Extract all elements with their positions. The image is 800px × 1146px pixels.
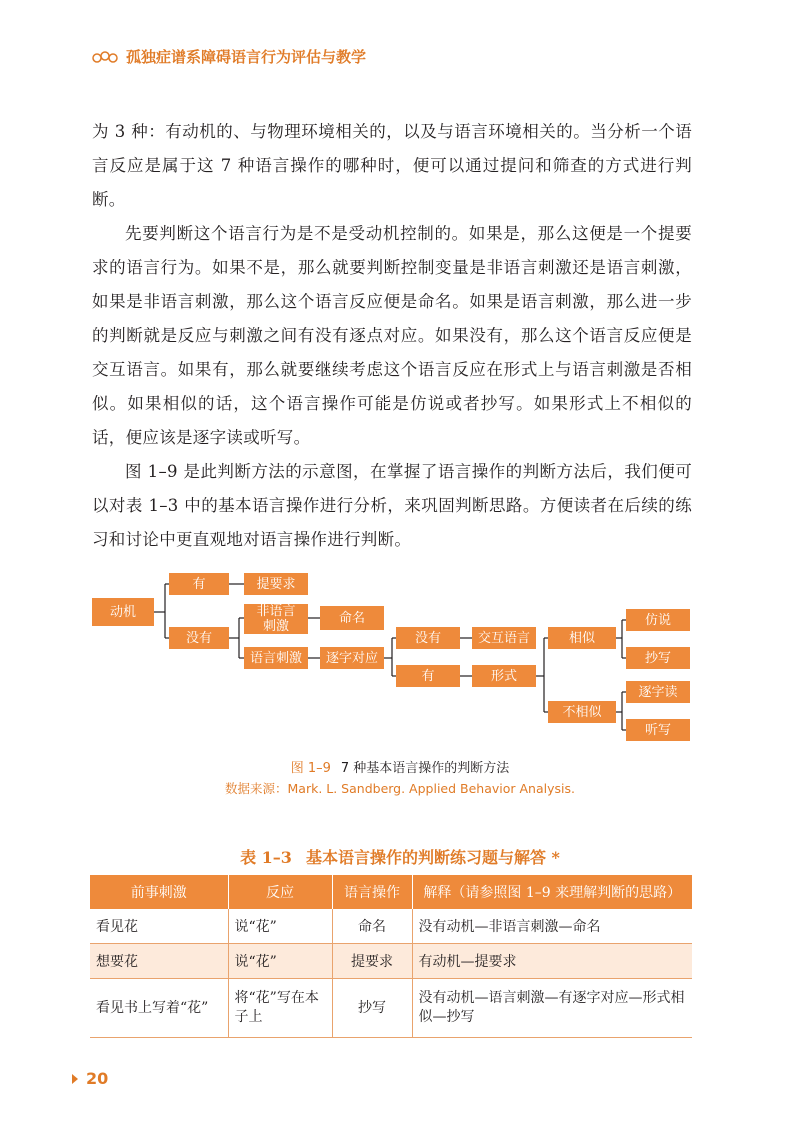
- node-yes-motive: 有: [169, 573, 229, 595]
- node-intraverbal: 交互语言: [472, 627, 536, 649]
- node-tact: 命名: [320, 606, 384, 630]
- table-cell: 说“花”: [228, 909, 332, 944]
- diagram-connectors: [92, 570, 712, 750]
- node-verbal-stimulus: 语言刺激: [244, 647, 308, 669]
- table-row: [90, 944, 692, 979]
- table-cell: 提要求: [332, 944, 412, 979]
- column-header: 语言操作: [332, 875, 412, 909]
- node-motive: 动机: [92, 598, 154, 626]
- node-no-correspondence: 没有: [396, 627, 460, 649]
- node-copying: 抄写: [626, 647, 690, 669]
- running-header: [92, 46, 366, 67]
- column-header: 解释（请参照图 1–9 来理解判断的思路）: [412, 875, 692, 909]
- rings-icon: [92, 50, 118, 64]
- node-form: 形式: [472, 665, 536, 687]
- paragraph: 为 3 种：有动机的、与物理环境相关的，以及与语言环境相关的。当分析一个语言反应是属于这 7 种语言操作的哪种时，便可以通过提问和筛查的方式进行判断。: [92, 122, 692, 209]
- table-title-text: 基本语言操作的判断练习题与解答 *: [305, 848, 560, 867]
- table-header-row: [90, 875, 692, 909]
- node-has-correspondence: 有: [396, 665, 460, 687]
- table-row: [90, 909, 692, 944]
- table-cell: 没有动机—语言刺激—有逐字对应—形式相似—抄写: [412, 979, 692, 1038]
- book-title: 孤独症谱系障碍语言行为评估与教学: [126, 48, 367, 66]
- table-title: [0, 845, 800, 868]
- node-dictation: 听写: [626, 719, 690, 741]
- table-cell: 想要花: [90, 944, 228, 979]
- node-mand: 提要求: [244, 573, 308, 595]
- figure-caption: [0, 757, 800, 776]
- figure-number: 图 1–9: [290, 761, 331, 776]
- node-similar: 相似: [548, 627, 616, 649]
- node-nonverbal-stimulus: 非语言刺激: [244, 604, 308, 634]
- exercise-table: [90, 875, 692, 1038]
- page-number: [72, 1069, 108, 1088]
- column-header: 反应: [228, 875, 332, 909]
- table-cell: 将“花”写在本子上: [228, 979, 332, 1038]
- paragraph: 图 1–9 是此判断方法的示意图，在掌握了语言操作的判断方法后，我们便可以对表 1–3 中的基本语言操作进行分析，来巩固判断思路。方便读者在后续的练习和讨论中更直观地对语言操作进行判断。: [92, 462, 692, 549]
- figure-source: 数据来源：Mark. L. Sandberg. Applied Behavior Analysis.: [225, 781, 575, 796]
- table-cell: 看见书上写着“花”: [90, 979, 228, 1038]
- table-number: 表 1–3: [240, 848, 292, 867]
- table-cell: 有动机—提要求: [412, 944, 692, 979]
- figure-caption-text: 7 种基本语言操作的判断方法: [340, 761, 510, 776]
- node-point-to-point: 逐字对应: [320, 647, 384, 669]
- node-echoic: 仿说: [626, 609, 690, 631]
- table-cell: 看见花: [90, 909, 228, 944]
- node-textual: 逐字读: [626, 681, 690, 703]
- table-cell: 抄写: [332, 979, 412, 1038]
- body-text: [92, 115, 692, 557]
- paragraph: 先要判断这个语言行为是不是受动机控制的。如果是，那么这便是一个提要求的语言行为。如果不是，那么就要判断控制变量是非语言刺激还是语言刺激，如果是非语言刺激，那么这个语言反应便是命名。如果是语言刺激，那么进一步的判断就是反应与刺激之间有没有逐点对应。如果没有，那么这个语言反应便是交互语言。如果有，那么就要继续考虑这个语言反应在形式上与语言刺激是否相似。如果相似的话，这个语言操作可能是仿说或者抄写。如果形式上不相似的话，便应该是逐字读或听写。: [92, 224, 692, 447]
- table-row: [90, 979, 692, 1038]
- table-cell: 没有动机—非语言刺激—命名: [412, 909, 692, 944]
- table-cell: 命名: [332, 909, 412, 944]
- column-header: 前事刺激: [90, 875, 228, 909]
- table-cell: 说“花”: [228, 944, 332, 979]
- page-number-text: 20: [86, 1069, 109, 1088]
- node-no-motive: 没有: [169, 627, 229, 649]
- triangle-marker-icon: [72, 1074, 78, 1084]
- node-dissimilar: 不相似: [548, 701, 616, 723]
